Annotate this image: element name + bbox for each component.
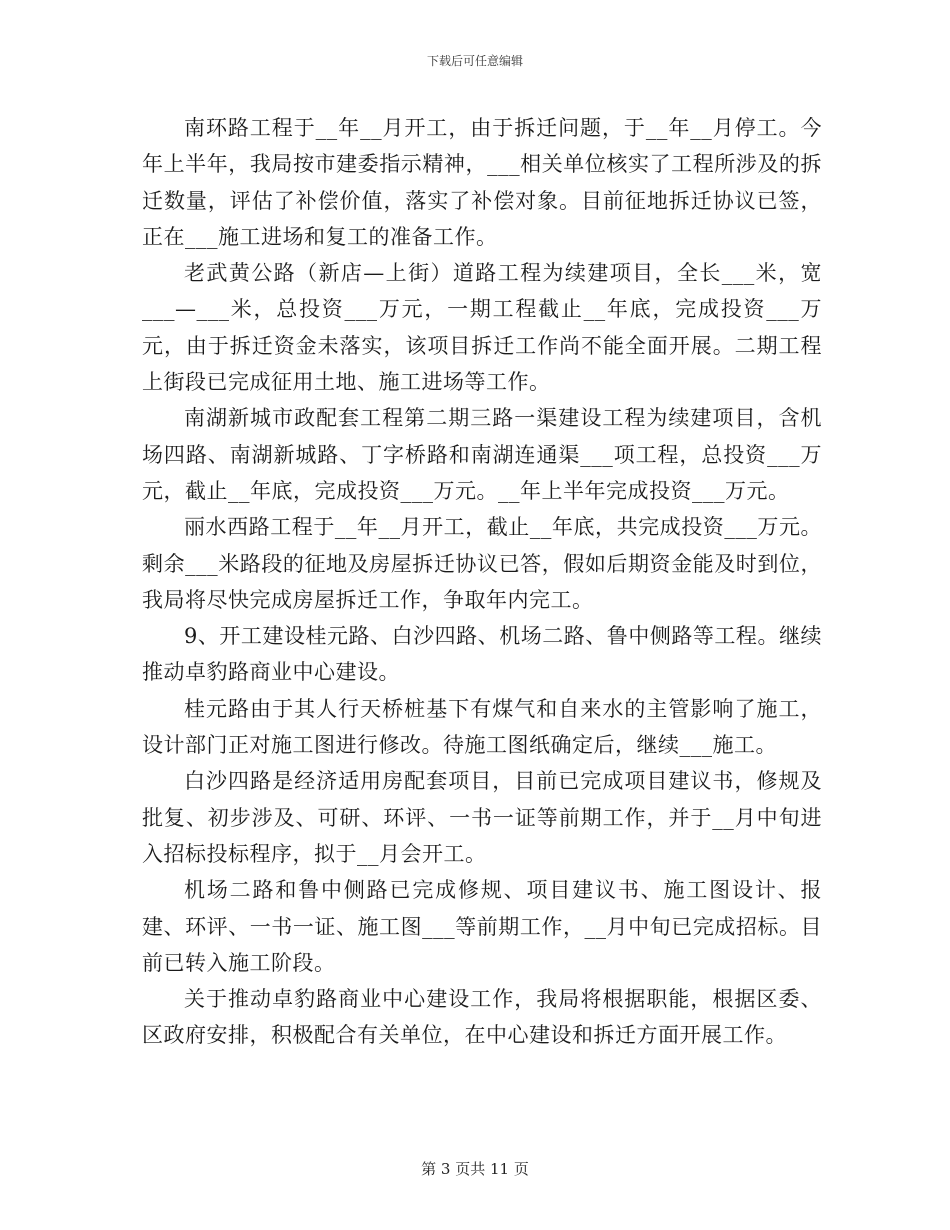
paragraph-laowuhuang-road: 老武黄公路（新店—上街）道路工程为续建项目，全长___米，宽___—___米，总投资___万元，一期工程截止__年底，完成投资___万元，由于拆迁资金未落实，该项目拆迁工作尚不能全面开展。二期工程上街段已完成征用土地、施工进场等工作。: [142, 261, 822, 395]
paragraph-nanhu-xincheng: 南湖新城市政配套工程第二期三路一渠建设工程为续建项目，含机场四路、南湖新城路、丁字桥路和南湖连通渠___项工程，总投资___万元，截止__年底，完成投资___万元。__年上半年完成投资___万元。: [142, 406, 822, 503]
document-body: [142, 110, 822, 1054]
paragraph-nanhuan-road: 南环路工程于__年__月开工，由于拆迁问题，于__年__月停工。今年上半年，我局按市建委指示精神，___相关单位核实了工程所涉及的拆迁数量，评估了补偿价值，落实了补偿对象。目前征地拆迁协议已签，正在___施工进场和复工的准备工作。: [142, 116, 822, 249]
paragraph-item-9: 9、开工建设桂元路、白沙四路、机场二路、鲁中侧路等工程。继续推动卓豹路商业中心建设。: [142, 624, 822, 685]
paragraph-lishui-west-road: 丽水西路工程于__年__月开工，截止__年底，共完成投资___万元。剩余___米路段的征地及房屋拆迁协议已答，假如后期资金能及时到位，我局将尽快完成房屋拆迁工作，争取年内完工。: [142, 515, 822, 612]
paragraph-baisha-4th-road: 白沙四路是经济适用房配套项目，目前已完成项目建议书，修规及批复、初步涉及、可研、环评、一书一证等前期工作，并于__月中旬进入招标投标程序，拟于__月会开工。: [142, 769, 822, 866]
paragraph-airport-2nd-road: 机场二路和鲁中侧路已完成修规、项目建议书、施工图设计、报建、环评、一书一证、施工图___等前期工作，__月中旬已完成招标。目前已转入施工阶段。: [142, 878, 822, 975]
page-header-note: 下载后可任意编辑: [426, 54, 523, 68]
page-number: 第 3 页共 11 页: [421, 1160, 529, 1178]
paragraph-guiyuan-road: 桂元路由于其人行天桥桩基下有煤气和自来水的主管影响了施工，设计部门正对施工图进行修改。待施工图纸确定后，继续___施工。: [142, 696, 822, 758]
paragraph-commercial-center: 关于推动卓豹路商业中心建设工作，我局将根据职能，根据区委、区政府安排，积极配合有关单位，在中心建设和拆迁方面开展工作。: [142, 987, 822, 1048]
